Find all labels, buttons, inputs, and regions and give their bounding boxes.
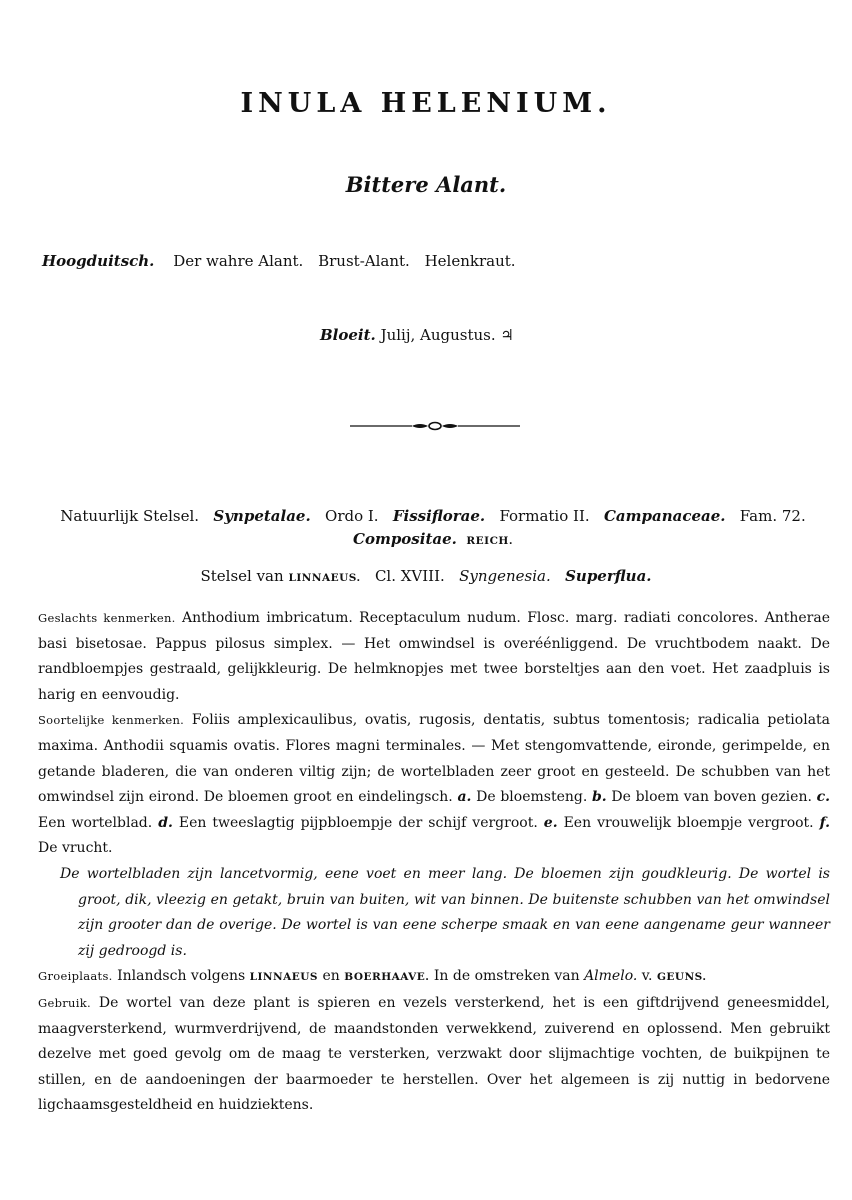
hoogduitsch-label: Hoogduitsch. bbox=[42, 252, 155, 270]
german-name-1: Der wahre Alant. bbox=[173, 252, 304, 270]
body-text bbox=[38, 606, 830, 1119]
natuurlijk-stelsel bbox=[38, 505, 828, 553]
campanaceae: Campanaceae. bbox=[603, 507, 726, 525]
gebruik-text: De wortel van deze plant is spieren en vezels versterkend, het is een giftdrijvend geneesmiddel, maagversterkend, wurmverdrijvend, de maandstonden verwekkend, zuiverend en oplossend. Men gebruikt dezelve met goed gevolg om de maag te versterken, verzwakt door slijmachtige vochten, de buikpijnen te stillen, en de aandoeningen der baarmoeder te herstellen. Over het algemeen is zij nuttig in bedorvene ligchaamsgesteldheid en huidziektens. bbox=[38, 994, 831, 1114]
perennial-symbol: ♃ bbox=[500, 326, 514, 344]
bloei-line bbox=[320, 326, 514, 344]
fig-b-label: b. bbox=[592, 789, 607, 806]
geslachts-heading: Geslachts kenmerken. bbox=[38, 611, 176, 625]
groeiplaats-heading: Groeiplaats. bbox=[38, 969, 113, 984]
german-name-2: Brust-Alant. bbox=[318, 252, 410, 270]
linnaeus-name: LINNAEUS. bbox=[288, 572, 361, 584]
bloei-label: Bloeit. bbox=[320, 326, 376, 344]
groeiplaats-almelo: Almelo. bbox=[584, 968, 638, 985]
linnaeus-class: Cl. XVIII. bbox=[374, 567, 445, 585]
soortelijke-heading: Soortelijke kenmerken. bbox=[38, 713, 185, 728]
ordo: Ordo I. bbox=[325, 507, 379, 525]
groeiplaats-v: v. bbox=[641, 968, 653, 985]
fig-a-label: a. bbox=[457, 789, 472, 806]
ornament-divider-icon bbox=[350, 416, 520, 436]
fig-a-text: De bloemsteng. bbox=[476, 789, 588, 806]
groeiplaats-text-2: In de omstreken van bbox=[433, 968, 580, 985]
gebruik-heading: Gebruik. bbox=[38, 995, 91, 1010]
gebruik-paragraph bbox=[38, 991, 830, 1119]
fig-b-text: De bloem van boven gezien. bbox=[611, 789, 812, 806]
hoogduitsch-line bbox=[42, 252, 526, 270]
superflua: Superflua. bbox=[565, 567, 652, 585]
page-title: INULA HELENIUM. bbox=[240, 88, 612, 119]
bloei-text: Julij, Augustus. bbox=[380, 326, 496, 344]
groeiplaats-paragraph bbox=[38, 964, 830, 991]
fig-f-label: f. bbox=[819, 814, 831, 831]
formatio: Formatio II. bbox=[499, 507, 590, 525]
soortelijke-paragraph bbox=[38, 708, 830, 862]
fig-c-text: Een wortelblad. bbox=[38, 814, 153, 831]
italic-description: De wortelbladen zijn lancetvormig, eene voet en meer lang. De bloemen zijn goudkleurig. De wortel is groot, dik, vleezig en getakt, bruin van buiten, wit van binnen. De buitenste schubben van het omwindsel zijn grooter dan de overige. De wortel is van eene scherpe smaak en van eene aangename geur wanneer zij gedroogd is. bbox=[60, 865, 830, 959]
groeiplaats-linnaeus: LINNAEUS bbox=[249, 971, 319, 984]
soortelijke-text: Foliis amplexicaulibus, ovatis, rugosis, dentatis, subtus tomentosis; radicalia petiolata maxima. Anthodii squamis ovatis. Flores magni terminales. — Met stengomvattende, eironde, gerimpelde, en getande bladeren, die van onderen viltig zijn; de wortelbladen zeer groot en gesteeld. De schubben van het omwindsel zijn eirond. De bloemen groot en eindelingsch. bbox=[38, 712, 831, 806]
natuurlijk-label: Natuurlijk Stelsel. bbox=[60, 507, 200, 525]
fig-d-text: Een tweeslagtig pijpbloempje der schijf vergroot. bbox=[178, 814, 538, 831]
synpetalae: Synpetalae. bbox=[213, 507, 311, 525]
groeiplaats-text-1: Inlandsch volgens bbox=[117, 968, 246, 985]
syngenesia: Syngenesia. bbox=[459, 567, 551, 585]
compositae: Compositae. bbox=[353, 530, 457, 548]
german-name-3: Helenkraut. bbox=[424, 252, 516, 270]
fig-e-text: Een vrouwelijk bloempje vergroot. bbox=[563, 814, 814, 831]
groeiplaats-boerhaave: BOERHAAVE. bbox=[344, 971, 430, 984]
reich: REICH. bbox=[466, 535, 513, 547]
geslachts-paragraph bbox=[38, 606, 830, 708]
groeiplaats-geuns: GEUNS. bbox=[656, 971, 707, 984]
fissiflorae: Fissiflorae. bbox=[392, 507, 486, 525]
linnaeus-prefix: Stelsel van bbox=[200, 567, 284, 585]
fig-f-text: De vrucht. bbox=[38, 840, 113, 857]
linnaeus-line bbox=[0, 567, 852, 585]
groeiplaats-en: en bbox=[322, 968, 340, 985]
fam: Fam. 72. bbox=[739, 507, 806, 525]
page-subtitle: Bittere Alant. bbox=[345, 172, 507, 197]
fig-e-label: e. bbox=[543, 814, 558, 831]
geslachts-text: Anthodium imbricatum. Receptaculum nudum. Flosc. marg. radiati concolores. Antherae basi bisetosae. Pappus pilosus simplex. — Het omwindsel is overéénliggend. De vruchtbodem naakt. De randbloempjes gestraald, gelijkkleurig. De helmknopjes met twee borsteltjes aan den voet. Het zaadpluis is harig en eenvoudig. bbox=[38, 610, 830, 703]
fig-d-label: d. bbox=[158, 814, 173, 831]
fig-c-label: c. bbox=[816, 789, 831, 806]
